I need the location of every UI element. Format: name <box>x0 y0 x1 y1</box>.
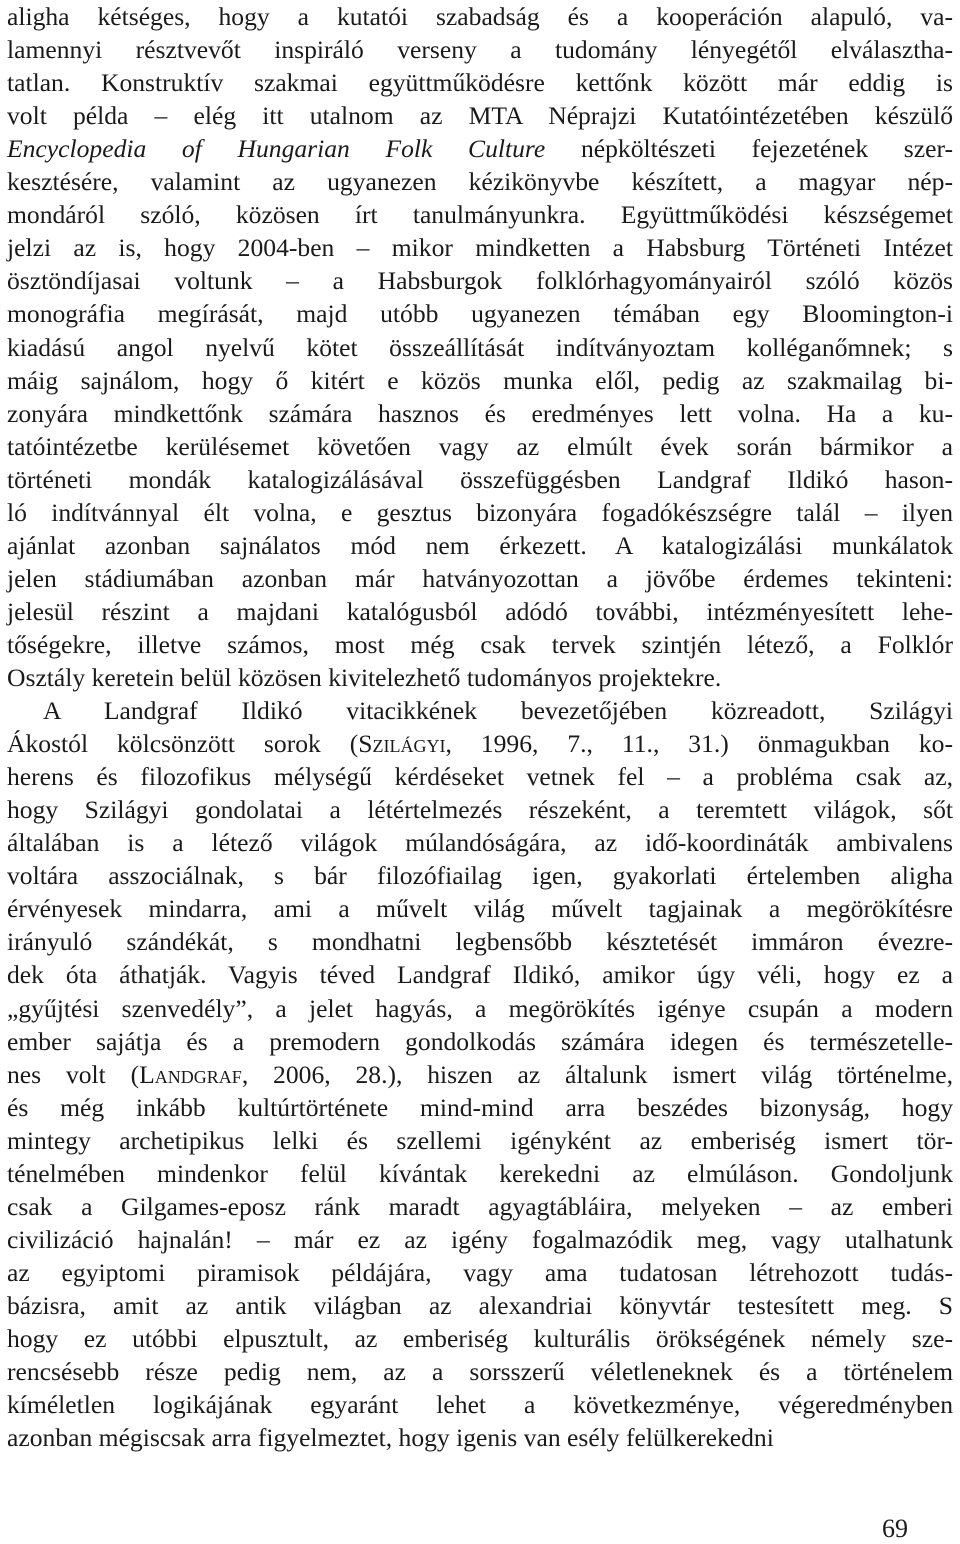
text-segment: aligha kétséges, hogy a kutatói szabadság és a kooperáción alapuló, va- <box>7 2 953 31</box>
text-line <box>7 463 953 496</box>
text-segment: A Landgraf Ildikó vitacikkének bevezetőjében közreadott, Szilágyi <box>43 696 953 725</box>
text-segment: tatlan. Konstruktív szakmai együttműködésre kettőnk között már eddig is <box>7 68 953 98</box>
text-segment: ember sajátja és a premodern gondolkodás számára idegen és természetelle- <box>7 1026 953 1056</box>
text-segment: irányuló szándékát, s mondhatni legbensőbb késztetését immáron évezre- <box>7 927 953 957</box>
text-line <box>7 1157 953 1190</box>
text-line <box>7 1124 953 1157</box>
text-line <box>7 496 953 529</box>
text-segment: jelesül részint a majdani katalógusból adódó további, intézményesített lehe- <box>7 596 953 626</box>
text-line <box>7 1322 953 1355</box>
text-segment: hogy Szilágyi gondolatai a létértelmezés részeként, a teremtett világok, sőt <box>7 795 953 825</box>
text-segment: mintegy archetipikus lelki és szellemi igényként az emberiség ismert tör- <box>7 1125 953 1155</box>
text-segment: azonban mégiscsak arra figyelmeztet, hogy igenis van esély felülkerekedni <box>7 1423 774 1453</box>
text-line <box>7 793 953 826</box>
text-line <box>7 297 953 330</box>
text-segment: általában is a létező világok múlandóságára, az idő-koordináták ambivalens <box>7 828 953 858</box>
text-line <box>7 661 953 694</box>
text-segment: monográfia megírását, majd utóbb ugyanezen témában egy Bloomington-i <box>7 299 953 329</box>
text-line <box>7 264 953 297</box>
text-line <box>7 529 953 562</box>
text-segment: tőségekre, illetve számos, most még csak tervek szintjén létező, a Folklór <box>7 629 953 659</box>
text-segment: kíméletlen logikájának egyaránt lehet a következménye, végeredményben <box>7 1390 953 1420</box>
text-segment: zonyára mindkettőnk számára hasznos és eredményes lett volna. Ha a ku- <box>7 398 953 428</box>
text-line <box>7 1025 953 1058</box>
text-line <box>7 430 953 463</box>
text-segment: érvényesek mindarra, ami a művelt világ művelt tagjainak a megörökítésre <box>7 894 953 924</box>
text-line <box>7 595 953 628</box>
text-line <box>7 1421 953 1454</box>
text-segment: Osztály keretein belül közösen kivitelezhető tudományos projektekre. <box>7 663 722 692</box>
text-line <box>7 826 953 859</box>
text-segment: ténelmében mindenkor felül kívántak kerekedni az elmúláson. Gondoljunk <box>7 1158 953 1188</box>
text-segment: dek óta áthatják. Vagyis téved Landgraf Ildikó, amikor úgy véli, hogy ez a <box>7 960 953 990</box>
text-segment: ló indítvánnyal élt volna, e gesztus bizonyára fogadókészségre talál – ilyen <box>7 497 953 527</box>
text-line <box>7 0 953 33</box>
text-segment: csak a Gilgames-eposz ránk maradt agyagtábláira, melyeken – az emberi <box>7 1191 953 1221</box>
text-segment: kesztésére, valamint az ugyanezen kézikönyvbe készített, a magyar nép- <box>7 167 953 197</box>
text-segment: volt példa – elég itt utalnom az MTA Néprajzi Kutatóintézetében készülő <box>7 101 953 131</box>
text-line <box>7 99 953 132</box>
text-segment: tatóintézetbe kerülésemet követően vagy az elmúlt évek során bármikor a <box>7 431 953 461</box>
italic-title: Encyclopedia of Hungarian Folk Culture <box>7 134 546 164</box>
text-segment: , 2006, 28.), hiszen az általunk ismert világ történelme, <box>241 1059 953 1089</box>
text-line <box>7 132 953 165</box>
text-segment: az egyiptomi piramisok példájára, vagy ama tudatosan létrehozott tudás- <box>7 1257 953 1287</box>
text-segment: voltára asszociálnak, s bár filozófiailag igen, gyakorlati értelemben aligha <box>7 861 953 891</box>
text-segment: ösztöndíjasai voltunk – a Habsburgok folklórhagyományairól szóló közös <box>7 266 953 296</box>
text-line <box>7 1256 953 1289</box>
text-segment: lamennyi résztvevőt inspiráló verseny a tudomány lényegétől elválasztha- <box>7 35 953 64</box>
author-citation: Szilágyi <box>358 729 446 759</box>
text-line <box>7 628 953 661</box>
text-line <box>7 1223 953 1256</box>
text-line <box>7 33 953 66</box>
text-line <box>7 925 953 958</box>
text-segment: népköltészeti fejezetének szer- <box>545 134 953 164</box>
text-line <box>7 198 953 231</box>
text-segment: rencsésebb része pedig nem, az a sorsszerű véletleneknek és a történelem <box>7 1357 953 1386</box>
text-segment: Ákostól kölcsönzött sorok ( <box>7 729 359 759</box>
text-segment: nes volt ( <box>7 1059 140 1089</box>
text-segment: jelzi az is, hogy 2004-ben – mikor mindketten a Habsburg Történeti Intézet <box>7 233 953 263</box>
text-segment: „gyűjtési szenvedély”, a jelet hagyás, a megörökítés igénye csupán a modern <box>7 993 953 1023</box>
text-line <box>7 231 953 264</box>
text-line <box>7 1355 953 1388</box>
text-line <box>7 66 953 99</box>
author-citation: Landgraf <box>139 1059 242 1089</box>
text-segment: kiadású angol nyelvű kötet összeállítását indítványoztam kolléganőmnek; s <box>7 332 953 362</box>
text-line <box>7 397 953 430</box>
text-line <box>7 694 953 727</box>
text-line <box>7 364 953 397</box>
text-line <box>7 1190 953 1223</box>
text-line <box>7 1091 953 1124</box>
text-segment: , 1996, 7., 11., 31.) önmagukban ko- <box>445 729 953 759</box>
text-segment: ajánlat azonban sajnálatos mód nem érkezett. A katalogizálási munkálatok <box>7 530 953 560</box>
text-line <box>7 760 953 793</box>
text-line <box>7 958 953 991</box>
text-line <box>7 1289 953 1322</box>
text-line <box>7 1058 953 1091</box>
text-segment: történeti mondák katalogizálásával összefüggésben Landgraf Ildikó hason- <box>7 464 953 494</box>
text-segment: és még inkább kultúrtörténete mind-mind arra beszédes bizonyság, hogy <box>7 1092 953 1122</box>
text-line <box>7 562 953 595</box>
text-line <box>7 165 953 198</box>
text-segment: máig sajnálom, hogy ő kitért e közös munka elől, pedig az szakmailag bi- <box>7 365 953 395</box>
text-line <box>7 1388 953 1421</box>
text-line <box>7 331 953 364</box>
text-segment: jelen stádiumában azonban már hatványozottan a jövőbe érdemes tekinteni: <box>7 563 953 593</box>
text-segment: civilizáció hajnalán! – már ez az igény fogalmazódik meg, vagy utalhatunk <box>7 1224 953 1254</box>
text-line <box>7 892 953 925</box>
text-line <box>7 992 953 1025</box>
text-line <box>7 859 953 892</box>
text-segment: herens és filozofikus mélységű kérdéseket vetnek fel – a probléma csak az, <box>7 762 953 792</box>
text-segment: bázisra, amit az antik világban az alexandriai könyvtár testesített meg. S <box>7 1290 953 1320</box>
page-number: 69 <box>882 1514 908 1543</box>
text-segment: hogy ez utóbbi elpusztult, az emberiség kulturális örökségének némely sze- <box>7 1324 953 1353</box>
text-line <box>7 727 953 760</box>
text-segment: mondáról szóló, közösen írt tanulmányunkra. Együttműködési készségemet <box>7 200 953 230</box>
